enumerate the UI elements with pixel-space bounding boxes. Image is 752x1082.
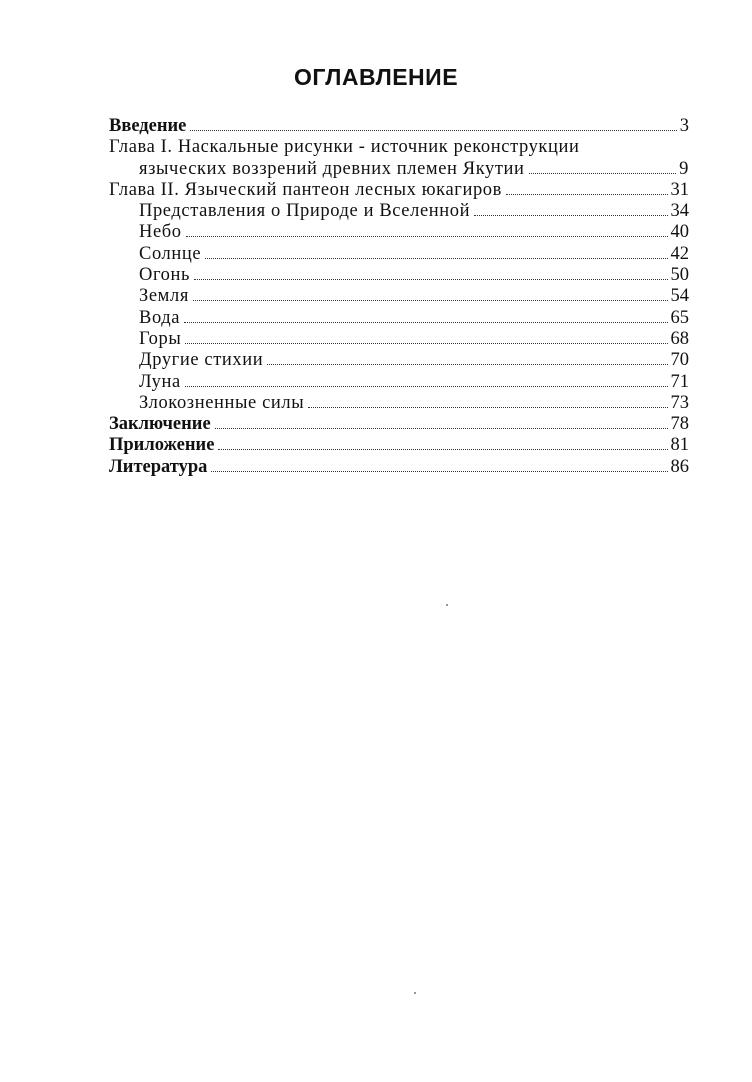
toc-entry-label: Огонь	[139, 265, 191, 286]
toc-entry-page: 73	[670, 392, 689, 413]
toc-entry-label: Глава II. Языческий пантеон лесных юкагиров	[109, 179, 502, 200]
toc-entry-label: Введение	[109, 116, 187, 136]
toc-entry-earth	[109, 286, 689, 307]
toc-entry-label-line-1: Глава I. Наскальные рисунки - источник реконструкции	[109, 137, 580, 158]
dot-leader	[184, 322, 667, 323]
toc-entry-label: Земля	[139, 286, 189, 307]
toc-entry-label: Другие стихии	[139, 350, 264, 371]
toc-entry-page: 40	[670, 222, 689, 243]
dot-leader	[474, 215, 667, 216]
toc-entry-moon	[109, 372, 689, 393]
table-of-contents	[109, 116, 689, 478]
toc-entry-page: 86	[670, 456, 689, 477]
toc-entry-page: 54	[670, 286, 689, 307]
toc-entry-label-line-2	[109, 159, 689, 180]
toc-entry-label: Приложение	[109, 435, 215, 456]
dot-leader	[186, 236, 668, 237]
dot-leader	[308, 407, 667, 408]
toc-entry-page: 78	[670, 414, 689, 435]
dot-leader	[218, 449, 667, 450]
toc-entry-page: 42	[670, 243, 689, 264]
toc-entry-label: Солнце	[139, 243, 202, 264]
toc-entry-label: Литература	[109, 456, 208, 477]
dot-leader	[185, 386, 668, 387]
toc-entry-other-elements	[109, 350, 689, 371]
toc-entry-mountains	[109, 329, 689, 350]
toc-entry-chapter-1	[109, 137, 689, 180]
toc-entry-introduction	[109, 116, 689, 137]
dot-leader	[190, 130, 676, 131]
toc-entry-label: Горы	[139, 328, 182, 349]
toc-entry-sky	[109, 222, 689, 243]
dot-leader	[193, 300, 668, 301]
page-title: ОГЛАВЛЕНИЕ	[293, 64, 459, 90]
toc-entry-page: 71	[670, 371, 689, 392]
toc-entry-label: Небо	[139, 222, 182, 243]
toc-entry-chapter-2	[109, 180, 689, 201]
toc-entry-page: 34	[670, 201, 689, 222]
toc-entry-page: 70	[670, 350, 689, 371]
dot-leader	[194, 279, 667, 280]
dot-leader	[205, 258, 667, 259]
toc-entry-appendix	[109, 435, 689, 456]
dot-leader	[267, 364, 667, 365]
scan-speck	[446, 604, 448, 606]
dot-leader	[529, 173, 677, 174]
toc-entry-page: 50	[670, 265, 689, 286]
toc-entry-label: Злокозненные силы	[139, 392, 305, 413]
toc-entry-page: 3	[679, 116, 689, 136]
toc-entry-page: 9	[679, 158, 689, 179]
dot-leader	[215, 428, 668, 429]
dot-leader	[185, 343, 667, 344]
toc-entry-label: Вода	[139, 307, 181, 328]
toc-entry-page: 65	[670, 307, 689, 328]
toc-entry-label: Представления о Природе и Вселенной	[139, 201, 471, 222]
toc-entry-fire	[109, 265, 689, 286]
toc-entry-page: 68	[670, 328, 689, 349]
toc-entry-page: 31	[670, 179, 689, 200]
toc-entry-label: Заключение	[109, 414, 211, 435]
toc-entry-sun	[109, 244, 689, 265]
toc-entry-label: языческих воззрений древних племен Якутии	[139, 158, 525, 179]
toc-entry-evil-forces	[109, 393, 689, 414]
toc-entry-conclusion	[109, 414, 689, 435]
toc-entry-nature-universe	[109, 201, 689, 222]
toc-entry-water	[109, 308, 689, 329]
toc-entry-label: Луна	[139, 371, 181, 392]
toc-entry-page: 81	[670, 435, 689, 456]
dot-leader	[506, 194, 668, 195]
dot-leader	[211, 471, 667, 472]
toc-entry-literature	[109, 457, 689, 478]
scan-speck	[414, 992, 416, 994]
